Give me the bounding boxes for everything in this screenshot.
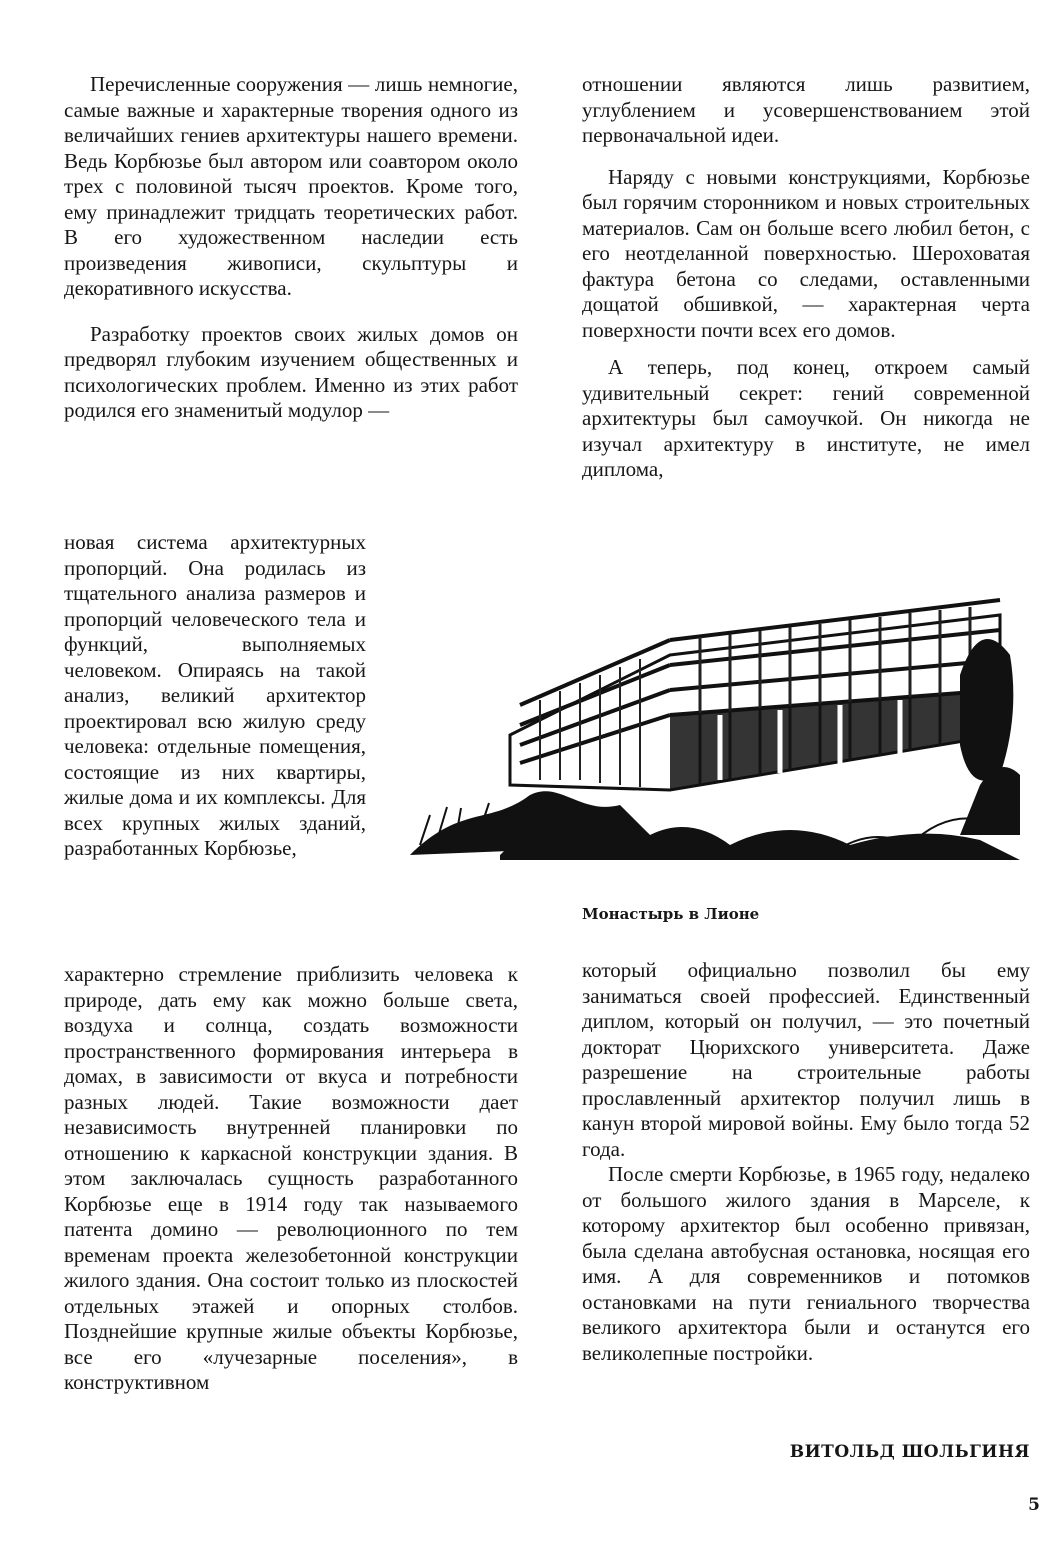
left-column [64, 72, 518, 424]
paragraph-7: После смерти Корбюзье, в 1965 году, недалеко от большого жилого здания в Марселе, к которому архитектор был особенно привязан, была сделана автобусная остановка, носящая его имя. А для современников и потомков остановками на пути гениального творчества великого архитектора были и останутся его великолепные постройки. [582, 1162, 1030, 1365]
monastery-illustration [400, 555, 1020, 875]
left-column-bottom [64, 962, 518, 1396]
paragraph-2-narrow-text: новая система архитектурных пропорций. Она родилась из тщательного анализа размеров и пропорций человеческого тела и функций, выполняемых человеком. Опираясь на такой анализ, великий архитектор проектировал всю жилую среду человека: отдельные помещения, состоящие из них квартиры, жилые дома и их комплексы. Для всех крупных жилых зданий, разработанных Корбюзье, [64, 530, 366, 860]
right-column [582, 72, 1030, 483]
paragraph-2-narrow [64, 530, 366, 862]
author-signature: ВИТОЛЬД ШОЛЬГИНЯ [789, 1442, 1030, 1462]
figure-caption: Монастырь в Лионе [582, 905, 760, 923]
right-column-bottom [582, 958, 1030, 1366]
paragraph-5: А теперь, под конец, откроем самый удивительный секрет: гений современной архитектуры был самоучкой. Он никогда не изучал архитектуру в институте, не имел диплома, [582, 355, 1030, 481]
paragraph-4: Наряду с новыми конструкциями, Корбюзье был горячим сторонником и новых строительных материалов. Сам он больше всего любил бетон, с его неотделанной поверхностью. Шероховатая фактура бетона со следами, оставленными дощатой обшивкой, — характерная черта поверхности почти всех его домов. [582, 164, 1030, 342]
paragraph-3: отношении являются лишь развитием, углублением и усовершенствованием этой первоначальной идеи. [582, 72, 1030, 147]
paragraph-6: который официально позволил бы ему заниматься своей профессией. Единственный диплом, который он получил, — это почетный докторат Цюрихского университета. Даже разрешение на строительные работы прославленный архитектор получил лишь в канун второй мировой войны. Ему было тогда 52 года. [582, 958, 1030, 1161]
paragraph-2-end: характерно стремление приблизить человека к природе, дать ему как можно больше света, воздуха и солнца, создать возможности пространственного формирования интерьера в домах, в зависимости от вкуса и потребности разных людей. Такие возможности дает независимость внутренней планировки по отношению к каркасной конструкции здания. В этом заключалась сущность разработанного Корбюзье еще в 1914 году так называемого патента домино — революционного по тем временам проекта железобетонной конструкции жилого здания. Она состоит только из плоскостей отдельных этажей и опорных столбов. Позднейшие крупные жилые объекты Корбюзье, все его «лучезарные поселения», в конструктивном [64, 962, 518, 1394]
page-number: 5 [1028, 1495, 1040, 1515]
paragraph-1: Перечисленные сооружения — лишь немногие, самые важные и характерные творения одного из величайших гениев архитектуры нашего времени. Ведь Корбюзье был автором или соавтором около трех с половиной тысяч проектов. Кроме того, ему принадлежит тридцать теоретических работ. В его художественном наследии есть произведения живописи, скульптуры и декоративного искусства. [64, 72, 518, 300]
paragraph-2-start: Разработку проектов своих жилых домов он предворял глубоким изучением общественных и психологических проблем. Именно из этих работ родился его знаменитый модулор — [64, 321, 518, 422]
